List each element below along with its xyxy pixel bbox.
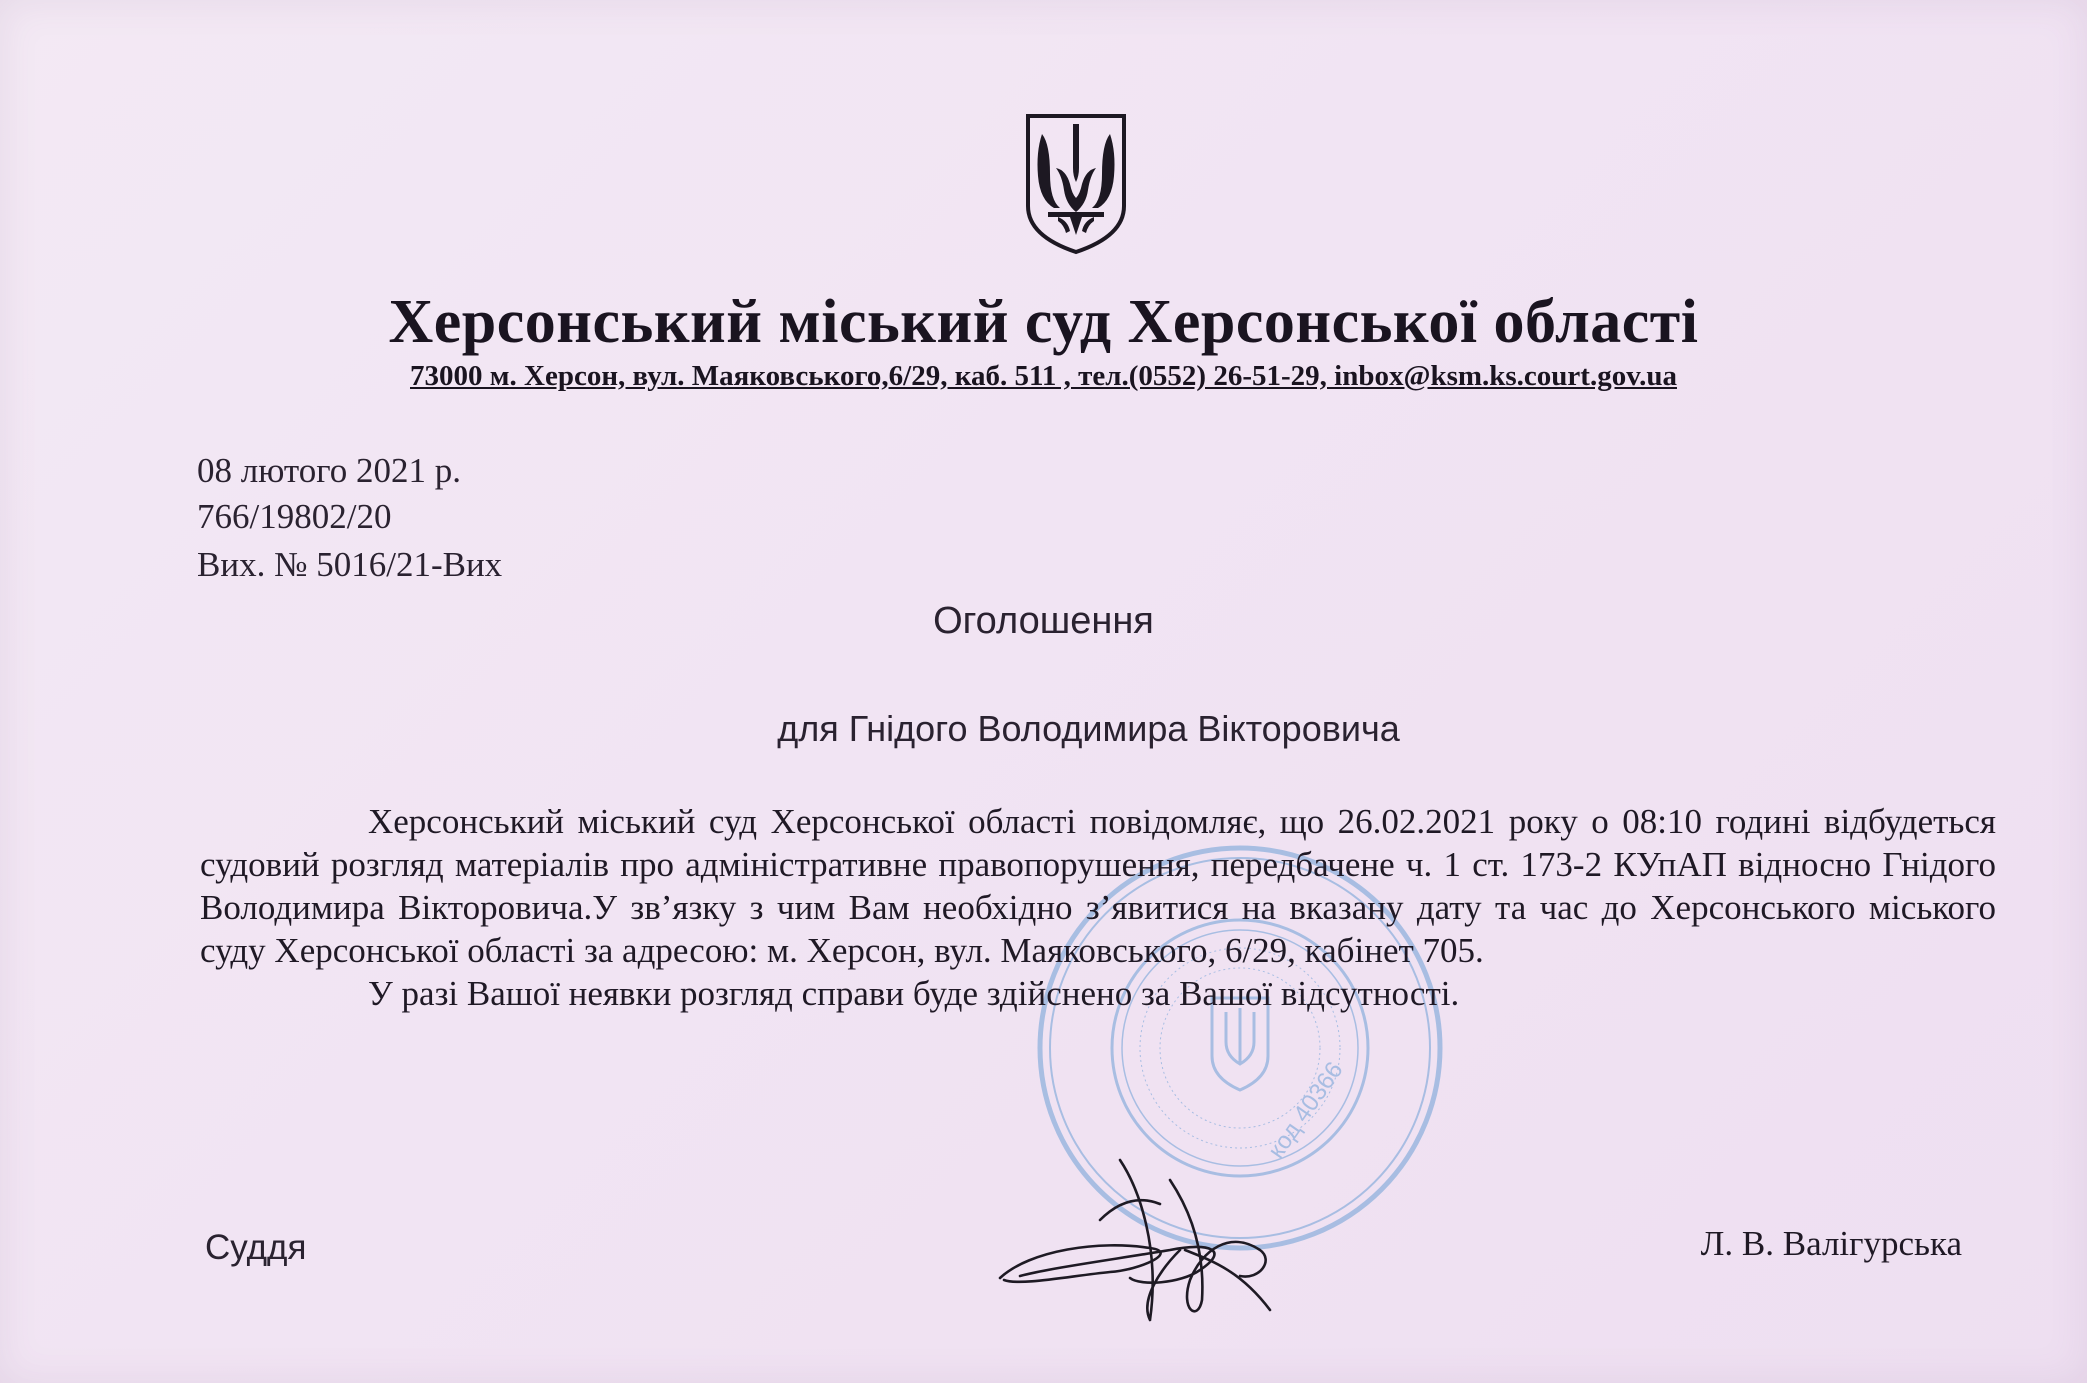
document-date: 08 лютого 2021 р.: [197, 451, 461, 490]
seal-code-text: код 40366: [1262, 1057, 1349, 1164]
announcement-title: Оголошення: [933, 600, 1154, 642]
case-number: 766/19802/20: [197, 497, 392, 536]
addressee-line: для Гнідого Володимира Вікторовича: [777, 708, 1400, 749]
body-paragraph-2: У разі Вашої неявки розгляд справи буде здійснено за Вашої відсутності.: [368, 974, 1460, 1013]
judge-name: Л. В. Валігурська: [1700, 1224, 1962, 1263]
trident-emblem-icon: [1020, 110, 1132, 256]
outgoing-number: Вих. № 5016/21-Вих: [197, 545, 503, 584]
court-name-heading: Херсонський міський суд Херсонської області: [388, 288, 1699, 356]
court-address-line: 73000 м. Херсон, вул. Маяковського,6/29, каб. 511 , тел.(0552) 26-51-29, inbox@ksm.ks.court.gov.ua: [410, 360, 1677, 392]
announcement-body: [200, 800, 1996, 1015]
judge-signature: [990, 1100, 1290, 1330]
body-paragraph-1: Херсонський міський суд Херсонської області повідомляє, що 26.02.2021 року о 08:10 годині відбудеться судовий розгляд матеріалів про адміністративне правопорушення, передбачене ч. 1 ст. 173-2 КУпАП відносно Гнідого Володимира Вікторовича.У зв’язку з чим Вам необхідно з’явитися на вказану дату та час до Херсонського міського суду Херсонської області за адресою: м. Херсон, вул. Маяковського, 6/29, кабінет 705.: [200, 802, 1996, 970]
judge-role-label: Суддя: [205, 1228, 307, 1267]
